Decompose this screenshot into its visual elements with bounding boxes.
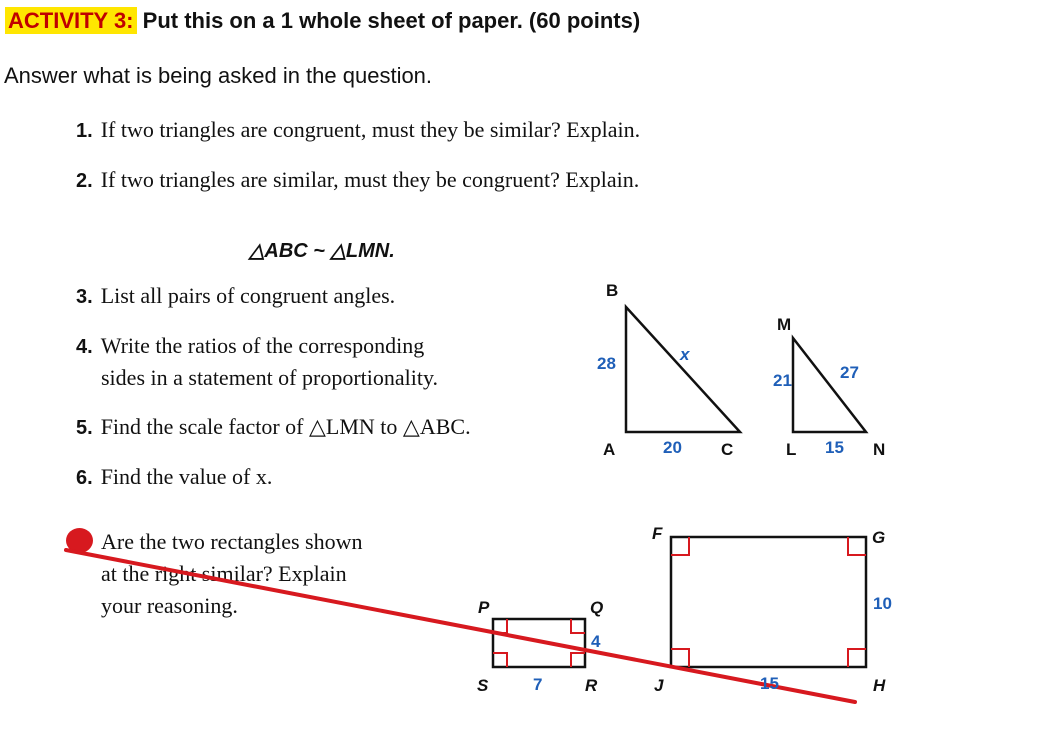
side-ac-label: 20: [663, 438, 682, 457]
side-mn-label: 27: [840, 363, 859, 382]
question-4: 4. Write the ratios of the corresponding: [76, 333, 425, 358]
right-angle-mark: [848, 649, 866, 667]
question-1: 1. If two triangles are congruent, must they be similar? Explain.: [76, 117, 641, 142]
vertex-a-label: A: [603, 440, 616, 459]
rect-question-line1: Are the two rectangles shown: [101, 529, 363, 554]
vertex-q-label: Q: [590, 598, 604, 617]
triangle-abc: [626, 307, 740, 432]
vertex-n-label: N: [873, 440, 886, 459]
vertex-s-label: S: [477, 676, 489, 695]
right-angle-mark: [671, 649, 689, 667]
right-angle-mark: [848, 537, 866, 555]
right-angle-mark: [671, 537, 689, 555]
vertex-l-label: L: [786, 440, 797, 459]
activity-instructions: Put this on a 1 whole sheet of paper. (60 points): [142, 8, 641, 33]
vertex-h-label: H: [873, 676, 886, 695]
vertex-b-label: B: [606, 281, 619, 300]
vertex-p-label: P: [478, 598, 490, 617]
vertex-g-label: G: [872, 528, 886, 547]
vertex-r-label: R: [585, 676, 598, 695]
right-angle-mark: [493, 653, 507, 667]
question-5: 5. Find the scale factor of △LMN to △ABC.: [76, 414, 471, 439]
rect-fghj: [671, 537, 866, 667]
rect-large-width-label: 15: [760, 674, 779, 693]
red-strike-line: [66, 550, 855, 702]
vertex-f-label: F: [652, 524, 663, 543]
rect-small-height-label: 4: [591, 632, 601, 651]
question-3: 3. List all pairs of congruent angles.: [76, 283, 396, 308]
activity-label: ACTIVITY 3:: [5, 7, 137, 34]
similarity-statement: △ABC ~ △LMN.: [249, 240, 395, 262]
side-ln-label: 15: [825, 438, 844, 457]
triangle-lmn: [793, 338, 866, 432]
question-2: 2. If two triangles are similar, must they be congruent? Explain.: [76, 167, 640, 192]
rect-small-width-label: 7: [533, 675, 543, 694]
instruction-text: Answer what is being asked in the question.: [4, 63, 433, 88]
vertex-j-label: J: [654, 676, 664, 695]
right-angle-mark: [571, 619, 585, 633]
rect-question-line2: at the right similar? Explain: [101, 561, 347, 586]
side-bc-label: x: [680, 345, 690, 364]
side-lm-label: 21: [773, 371, 792, 390]
question-4-line2: sides in a statement of proportionality.: [101, 365, 439, 390]
vertex-m-label: M: [777, 315, 792, 334]
rect-large-height-label: 10: [873, 594, 892, 613]
right-angle-mark: [571, 653, 585, 667]
side-ab-label: 28: [597, 354, 616, 373]
vertex-c-label: C: [721, 440, 734, 459]
question-6: 6. Find the value of x.: [76, 464, 273, 489]
rect-question-line3: your reasoning.: [101, 593, 238, 618]
